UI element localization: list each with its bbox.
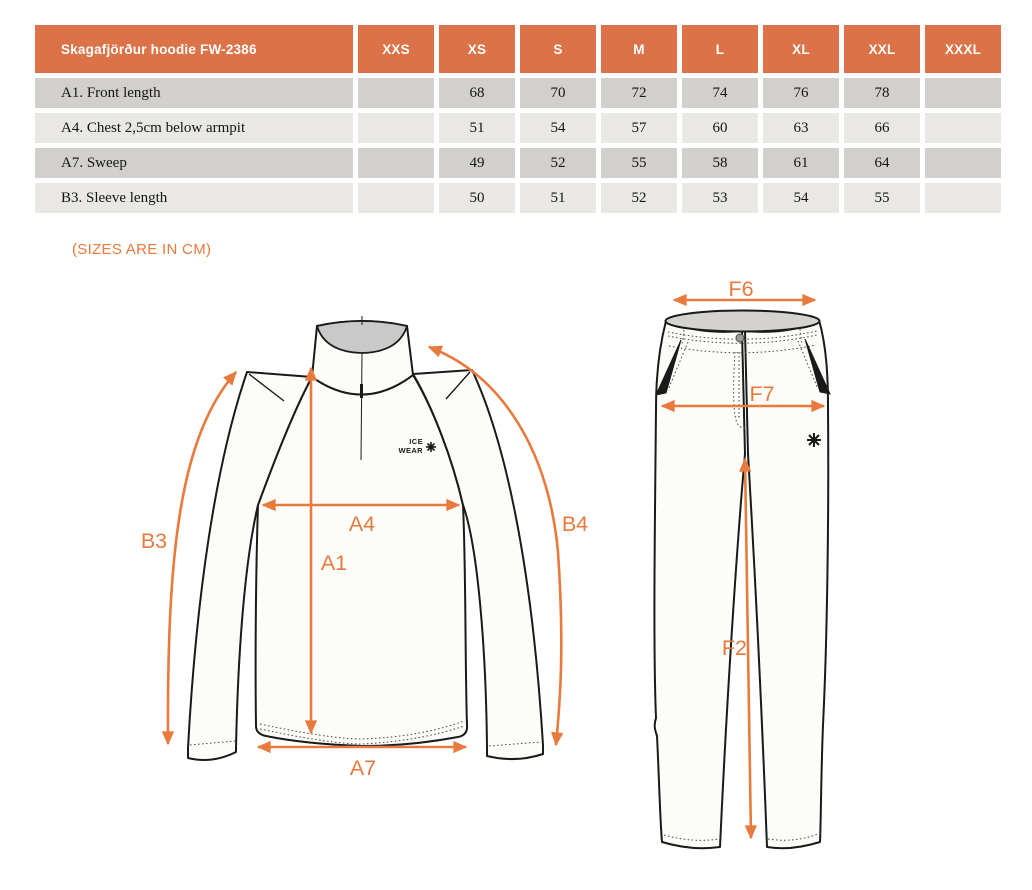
measurement-label-a7: A7	[349, 756, 377, 780]
pants-left-leg	[654, 321, 745, 848]
size-value: 68	[439, 78, 515, 108]
measurement-label-f7: F7	[749, 382, 775, 406]
size-value: 52	[520, 148, 596, 178]
sizes-note: (SIZES ARE IN CM)	[72, 241, 212, 258]
measurement-label: A7. Sweep	[35, 148, 353, 178]
icewear-logo-line1: ICE	[409, 437, 423, 446]
size-value: 61	[763, 148, 839, 178]
size-value: 60	[682, 113, 758, 143]
size-value: 58	[682, 148, 758, 178]
measurement-label-a4: A4	[348, 512, 376, 536]
column-header-xxxl: XXXL	[925, 25, 1001, 73]
size-value: 55	[844, 183, 920, 213]
measurement-label: B3. Sleeve length	[35, 183, 353, 213]
column-header-xxs: XXS	[358, 25, 434, 73]
product-title: Skagafjörður hoodie FW-2386	[35, 25, 353, 73]
measurement-label-b3: B3	[140, 529, 168, 553]
measurement-label-b4: B4	[561, 512, 589, 536]
size-value: 78	[844, 78, 920, 108]
column-header-xs: XS	[439, 25, 515, 73]
pants-diagram	[654, 277, 830, 848]
size-value: 51	[439, 113, 515, 143]
measurement-label-f2: F2	[721, 636, 747, 660]
size-value: 72	[601, 78, 677, 108]
size-value: 63	[763, 113, 839, 143]
size-value: 66	[844, 113, 920, 143]
hoodie-diagram	[141, 316, 588, 780]
column-header-l: L	[682, 25, 758, 73]
snowflake-icon	[426, 442, 436, 452]
column-header-s: S	[520, 25, 596, 73]
measurement-label-f6: F6	[728, 277, 754, 301]
size-value: 74	[682, 78, 758, 108]
size-value: 50	[439, 183, 515, 213]
size-value: 54	[520, 113, 596, 143]
measurement-label-a1: A1	[320, 551, 348, 575]
pants-waist-opening	[666, 311, 820, 332]
column-header-xxl: XXL	[844, 25, 920, 73]
size-value: 49	[439, 148, 515, 178]
size-value: 55	[601, 148, 677, 178]
icewear-logo-line2: WEAR	[398, 446, 423, 455]
size-value: 70	[520, 78, 596, 108]
measurement-label: A4. Chest 2,5cm below armpit	[35, 113, 353, 143]
size-value: 53	[682, 183, 758, 213]
snowflake-icon	[807, 433, 821, 447]
size-value: 51	[520, 183, 596, 213]
size-value: 57	[601, 113, 677, 143]
size-value: 76	[763, 78, 839, 108]
measurement-label: A1. Front length	[35, 78, 353, 108]
size-value: 52	[601, 183, 677, 213]
size-value: 64	[844, 148, 920, 178]
column-header-xl: XL	[763, 25, 839, 73]
pants-button	[736, 334, 744, 342]
column-header-m: M	[601, 25, 677, 73]
size-value: 54	[763, 183, 839, 213]
